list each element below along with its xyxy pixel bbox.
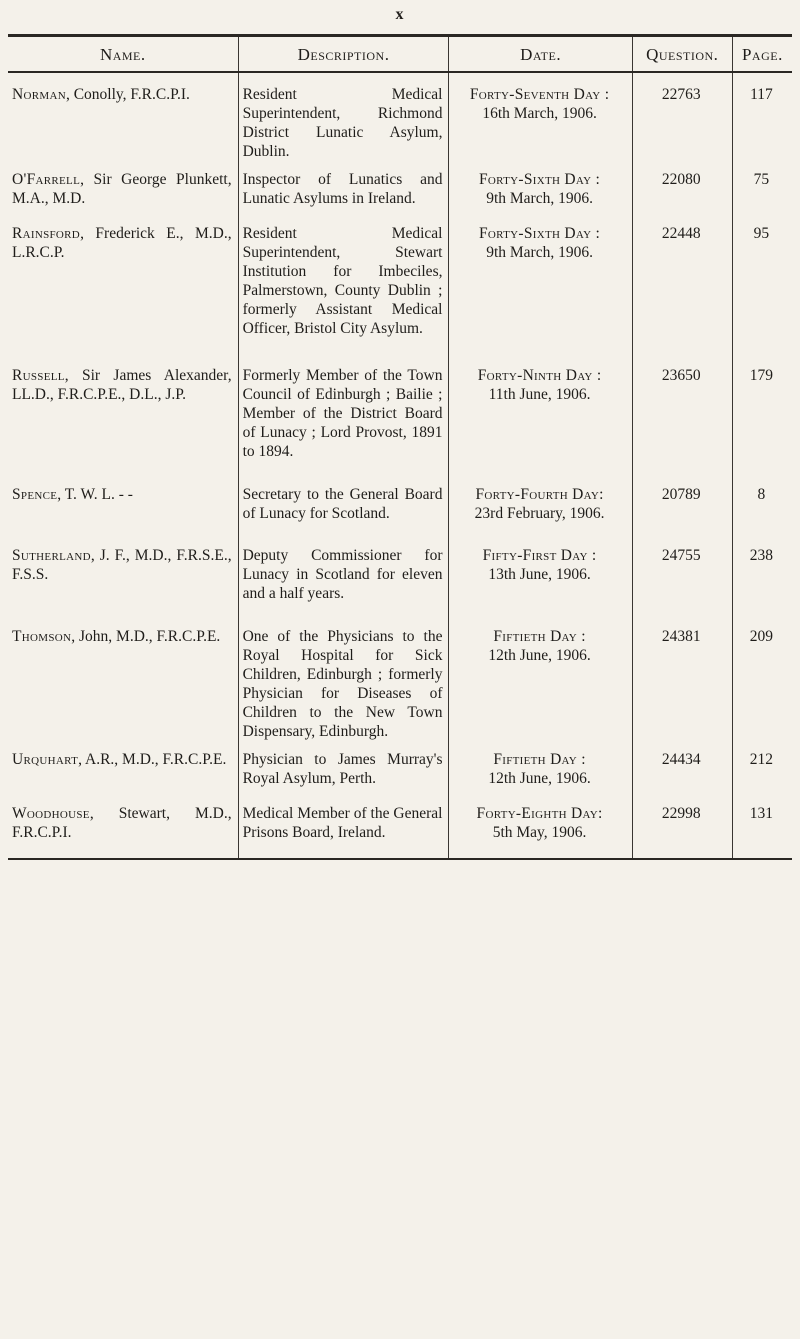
sitting-day: Forty-Sixth Day : (478, 225, 601, 242)
witness-qualifications: , A.R., M.D., F.R.C.P.E. (78, 751, 227, 768)
witness-index-table (8, 34, 792, 860)
witness-date (449, 222, 632, 364)
page-ref: 179 (732, 364, 792, 483)
sitting-day: Forty-Sixth Day : (478, 171, 601, 188)
witness-description: Physician to James Murray's Royal Asylum, Perth. (238, 748, 449, 802)
witness-date (449, 748, 632, 802)
witness-date (449, 483, 632, 544)
question-number: 23650 (632, 364, 732, 483)
question-number: 24755 (632, 544, 732, 625)
header-page: Page. (732, 37, 792, 71)
witness-surname: O'Farrell (12, 171, 81, 188)
witness-qualifications: , Stewart, M.D., F.R.C.P.I. (12, 805, 232, 841)
header-date: Date. (449, 37, 632, 71)
sitting-date: 23rd February, 1906. (474, 505, 605, 522)
witness-surname: Sutherland (12, 547, 91, 564)
witness-description: Secretary to the General Board of Lunacy for Scotland. (238, 483, 449, 544)
question-number: 24434 (632, 748, 732, 802)
page-ref: 117 (732, 73, 792, 168)
witness-date (449, 168, 632, 222)
witness-surname: Spence (12, 486, 58, 503)
header-row (8, 37, 792, 71)
table-row (8, 222, 792, 364)
witness-qualifications: , John, M.D., F.R.C.P.E. (71, 628, 221, 645)
page-ref: 212 (732, 748, 792, 802)
table-row (8, 168, 792, 222)
witness-name (8, 802, 238, 858)
witness-date (449, 73, 632, 168)
witness-surname: Norman (12, 86, 66, 103)
witness-name (8, 73, 238, 168)
sitting-date: 9th March, 1906. (486, 244, 593, 261)
sitting-day: Fiftieth Day : (493, 751, 586, 768)
witness-name (8, 364, 238, 483)
witness-description: Deputy Commissioner for Lunacy in Scotland for eleven and a half years. (238, 544, 449, 625)
page-number: x (395, 6, 405, 23)
sitting-day: Forty-Ninth Day : (477, 367, 602, 384)
page-ref: 95 (732, 222, 792, 364)
sitting-date: 16th March, 1906. (482, 105, 597, 122)
bottom-rule (8, 858, 792, 860)
witness-description: Formerly Member of the Town Council of Edinburgh ; Bailie ; Member of the District Board of Lunacy ; Lord Provost, 1891 to 1894. (238, 364, 449, 483)
header-question: Question. (632, 37, 732, 71)
sitting-date: 13th June, 1906. (488, 566, 591, 583)
witness-name (8, 222, 238, 364)
question-number: 22080 (632, 168, 732, 222)
table-row (8, 483, 792, 544)
witness-qualifications: , Conolly, F.R.C.P.I. (65, 86, 190, 103)
witness-name (8, 483, 238, 544)
table-row (8, 748, 792, 802)
question-number: 22448 (632, 222, 732, 364)
witness-qualifications: , Sir James Alexander, LL.D., F.R.C.P.E., D.L., J.P. (12, 367, 232, 403)
witness-surname: Thomson (12, 628, 72, 645)
question-number: 24381 (632, 625, 732, 748)
sitting-day: Fifty-First Day : (482, 547, 597, 564)
witness-qualifications: , Sir George Plunkett, M.A., M.D. (12, 171, 232, 207)
header-description: Description. (238, 37, 449, 71)
witness-surname: Woodhouse (12, 805, 90, 822)
table-row (8, 625, 792, 748)
page-ref: 131 (732, 802, 792, 858)
question-number: 20789 (632, 483, 732, 544)
page-ref: 209 (732, 625, 792, 748)
sitting-date: 9th March, 1906. (486, 190, 593, 207)
witness-name (8, 168, 238, 222)
sitting-day: Forty-Fourth Day: (475, 486, 604, 503)
page-ref: 8 (732, 483, 792, 544)
witness-surname: Rainsford (12, 225, 81, 242)
witness-description: Resident Medical Superintendent, Richmond District Lunatic Asylum, Dublin. (238, 73, 449, 168)
question-number: 22998 (632, 802, 732, 858)
page-ref: 238 (732, 544, 792, 625)
witness-description: Resident Medical Superintendent, Stewart Institution for Imbeciles, Palmerstown, County Dublin ; formerly Assistant Medical Officer, Bristol City Asylum. (238, 222, 449, 364)
witness-surname: Russell (12, 367, 65, 384)
witness-description: Medical Member of the General Prisons Board, Ireland. (238, 802, 449, 858)
sitting-day: Forty-Eighth Day: (476, 805, 603, 822)
witness-name (8, 625, 238, 748)
header-name: Name. (99, 45, 146, 64)
page-ref: 75 (732, 168, 792, 222)
witness-description: Inspector of Lunatics and Lunatic Asylums in Ireland. (238, 168, 449, 222)
sitting-date: 11th June, 1906. (488, 386, 591, 403)
table-row (8, 73, 792, 168)
sitting-day: Forty-Seventh Day : (469, 86, 610, 103)
witness-name (8, 544, 238, 625)
witness-qualifications: , J. F., M.D., F.R.S.E., F.S.S. (12, 547, 232, 583)
witness-surname: Urquhart (12, 751, 79, 768)
table-row (8, 802, 792, 858)
witness-date (449, 364, 632, 483)
table-row (8, 544, 792, 625)
sitting-date: 12th June, 1906. (488, 647, 591, 664)
table-row (8, 364, 792, 483)
witness-date (449, 802, 632, 858)
witness-qualifications: , Frederick E., M.D., L.R.C.P. (12, 225, 232, 261)
witness-description: One of the Physicians to the Royal Hospital for Sick Children, Edinburgh ; formerly Physician for Diseases of Children to the New Town Dispensary, Edinburgh. (238, 625, 449, 748)
sitting-date: 12th June, 1906. (488, 770, 591, 787)
witness-name (8, 748, 238, 802)
sitting-date: 5th May, 1906. (492, 824, 587, 841)
witness-qualifications: , T. W. L. - - (57, 486, 133, 503)
sitting-day: Fiftieth Day : (493, 628, 586, 645)
witness-date (449, 544, 632, 625)
witness-date (449, 625, 632, 748)
question-number: 22763 (632, 73, 732, 168)
